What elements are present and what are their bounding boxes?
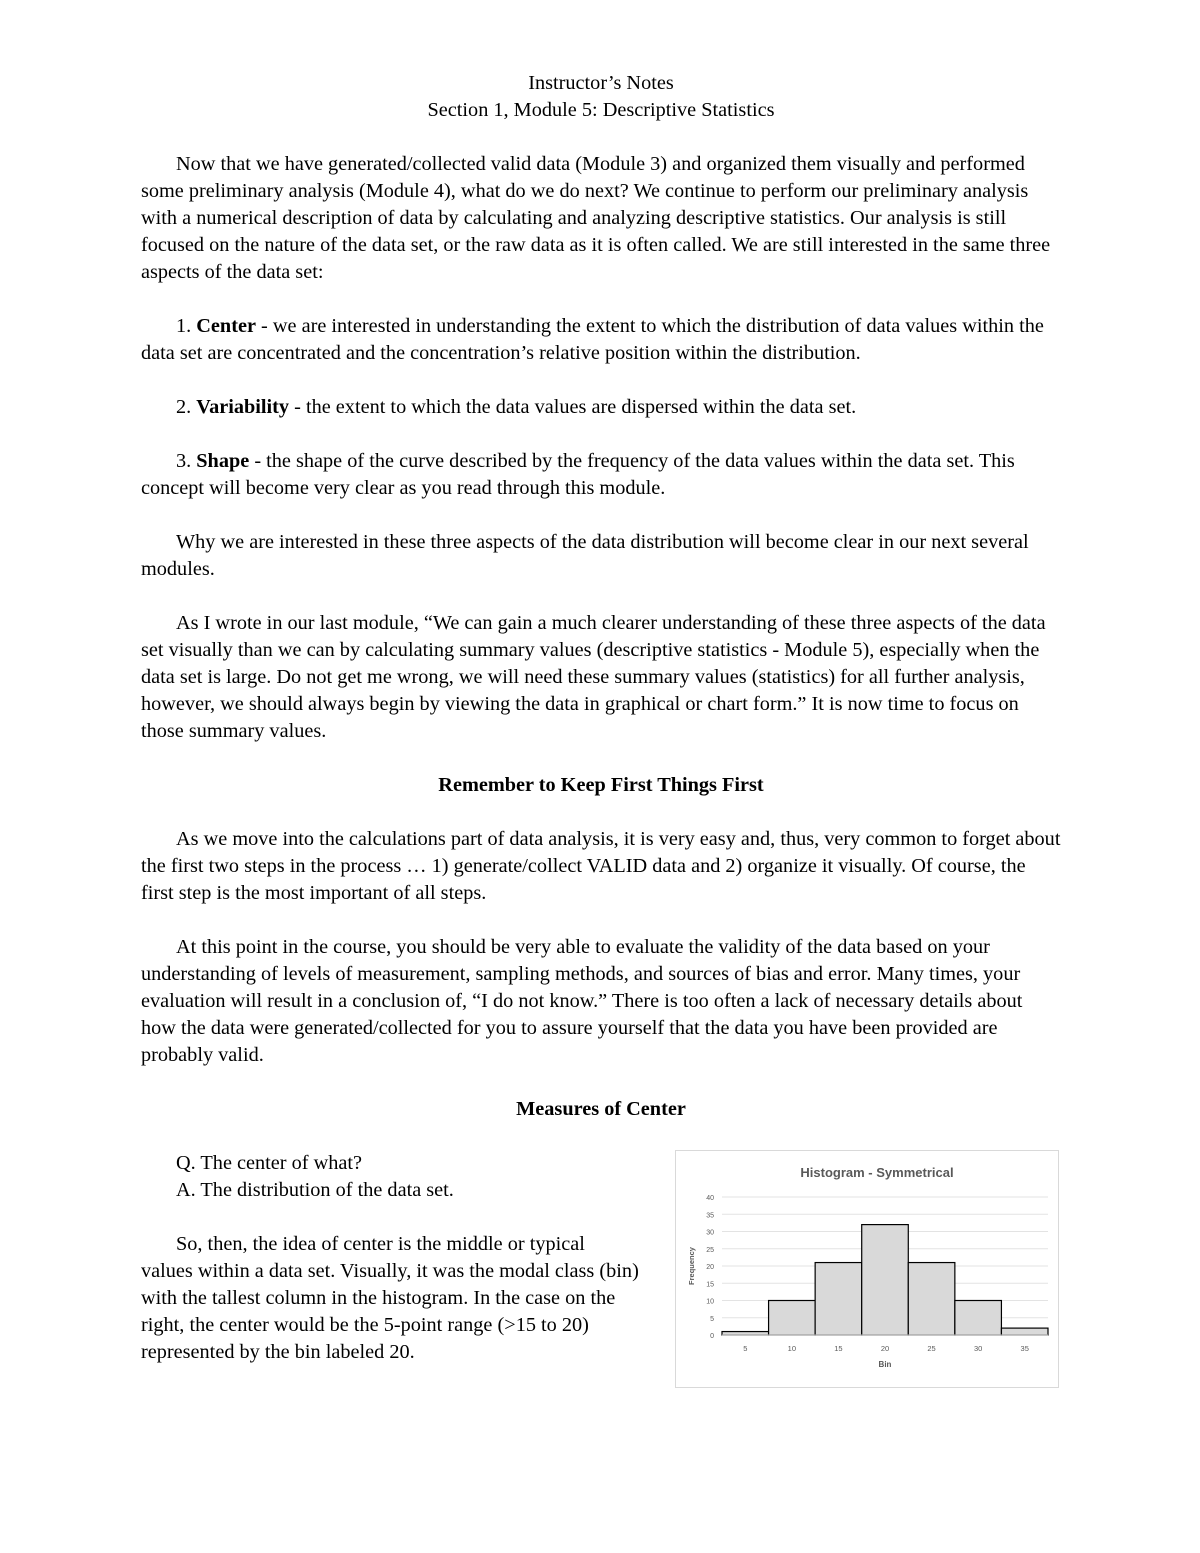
first-things-paragraph-1: As we move into the calculations part of data analysis, it is very easy and, thus, very common to forget about the first two steps in the process … 1) generate/collect VALID data and 2) organize it visually. Of course, the first step is the most important of all steps. [141, 828, 1061, 904]
y-tick-label: 30 [706, 1229, 714, 1237]
histogram-bar [769, 1301, 816, 1336]
aspect-term: Variability [196, 396, 290, 418]
histogram-bar [722, 1332, 769, 1335]
x-tick-label: 15 [834, 1344, 843, 1353]
histogram-chart [675, 1150, 1059, 1388]
histogram-bar [908, 1263, 955, 1335]
aspect-number: 1. [176, 315, 197, 337]
histogram-bar [815, 1263, 862, 1335]
aspect-number: 3. [176, 450, 197, 472]
histogram-bar [1001, 1328, 1048, 1335]
question-line: Q. The center of what? [176, 1152, 363, 1174]
aspect-text: - the extent to which the data values are dispersed within the data set. [289, 396, 857, 418]
intro-paragraph: Now that we have generated/collected valid data (Module 3) and organized them visually and performed some preliminary analysis (Module 4), what do we do next? We continue to perform our preliminary analysis with a numerical description of data by calculating and analyzing descriptive statistics. Our analysis is still focused on the nature of the data set, or the raw data as it is often called. We are still interested in the same three aspects of the data set: [141, 153, 1051, 283]
y-tick-label: 5 [710, 1315, 714, 1323]
document-title: Instructor’s Notes [528, 72, 674, 94]
x-tick-label: 5 [743, 1344, 748, 1353]
y-tick-label: 15 [706, 1281, 714, 1289]
heading-measures-of-center: Measures of Center [516, 1098, 686, 1120]
histogram-bar [862, 1225, 909, 1335]
chart-title: Histogram - Symmetrical [800, 1165, 954, 1180]
document-subtitle: Section 1, Module 5: Descriptive Statistics [427, 99, 775, 121]
y-tick-label: 25 [706, 1246, 714, 1254]
y-axis-label: Frequency [687, 1247, 696, 1285]
center-text-column [141, 1150, 641, 1366]
center-paragraph: So, then, the idea of center is the middle or typical values within a data set. Visually, it was the modal class (bin) with the tallest column in the histogram. In the case on the right, the center would be the 5-point range (>15 to 20) represented by the bin labeled 20. [141, 1233, 639, 1363]
y-tick-label: 0 [710, 1333, 714, 1340]
x-axis-label: Bin [878, 1360, 892, 1369]
y-tick-label: 20 [706, 1264, 714, 1271]
center-section [141, 1150, 1061, 1369]
document-body [141, 70, 1061, 1393]
quote-paragraph: As I wrote in our last module, “We can gain a much clearer understanding of these three aspects of the data set visually than we can by calculating summary values (descriptive statistics - Module 5), especially when the data set is large. Do not get me wrong, we will need these summary values (statistics) for all further analysis, however, we should always begin by viewing the data in graphical or chart form.” It is now time to focus on those summary values. [141, 612, 1046, 742]
aspect-center [141, 313, 1061, 367]
aspect-term: Center [196, 315, 256, 337]
aspect-shape [141, 448, 1061, 502]
y-tick-label: 35 [706, 1212, 714, 1220]
first-things-paragraph-2: At this point in the course, you should be very able to evaluate the validity of the data based on your understanding of levels of measurement, sampling methods, and sources of bias and error. Many times, your evaluation will result in a conclusion of, “I do not know.” There is too often a lack of necessary details about how the data were generated/collected for you to assure yourself that the data you have been provided are probably valid. [141, 936, 1023, 1066]
aspect-text: - the shape of the curve described by the frequency of the data values within the data set. This concept will become very clear as you read through this module. [141, 450, 1015, 499]
heading-first-things: Remember to Keep First Things First [438, 774, 764, 796]
x-tick-label: 35 [1020, 1344, 1029, 1353]
x-tick-label: 25 [927, 1344, 936, 1353]
histogram-bar [955, 1301, 1002, 1336]
document-header [141, 70, 1061, 124]
x-tick-label: 10 [787, 1344, 797, 1353]
why-paragraph: Why we are interested in these three aspects of the data distribution will become clear in our next several modules. [141, 531, 1029, 580]
aspect-number: 2. [176, 396, 197, 418]
aspect-variability [141, 394, 1061, 421]
y-tick-label: 40 [706, 1195, 714, 1202]
x-tick-label: 30 [973, 1344, 983, 1353]
y-tick-label: 10 [706, 1298, 714, 1306]
answer-line: A. The distribution of the data set. [176, 1179, 454, 1201]
histogram-svg [676, 1151, 1058, 1387]
x-tick-label: 20 [880, 1344, 890, 1353]
aspect-text: - we are interested in understanding the extent to which the distribution of data values within the data set are concentrated and the concentration’s relative position within the distribution. [141, 315, 1044, 364]
aspect-term: Shape [196, 450, 250, 472]
